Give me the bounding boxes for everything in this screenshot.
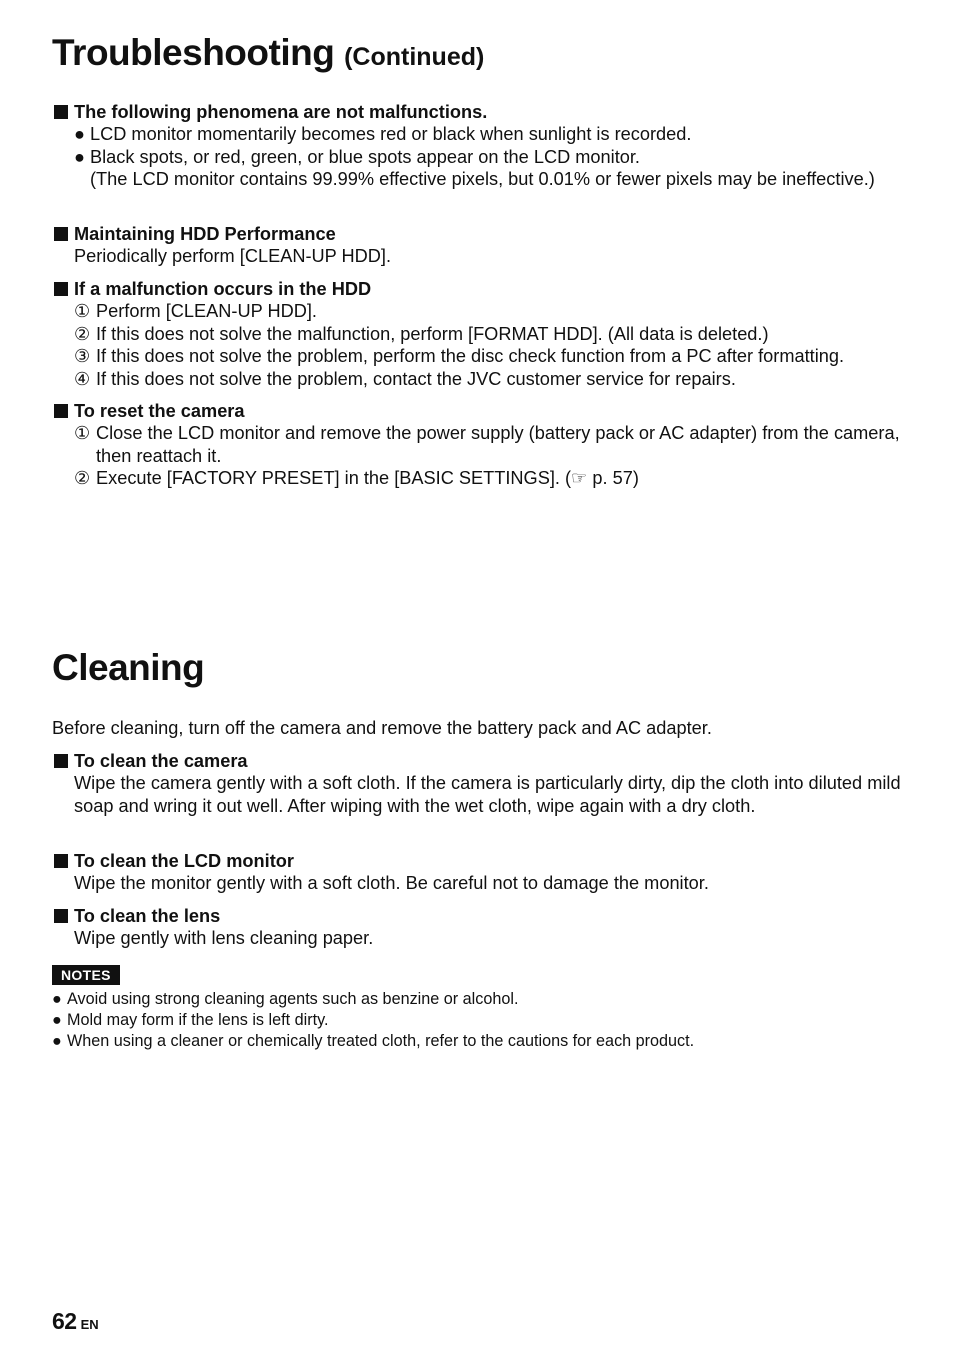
step-item xyxy=(52,323,922,345)
step-text: If this does not solve the malfunction, perform [FORMAT HDD]. (All data is deleted.) xyxy=(96,323,769,344)
heading-text: The following phenomena are not malfunctions. xyxy=(74,102,488,122)
section-clean-lcd xyxy=(52,850,922,895)
page-number: 62 xyxy=(52,1308,77,1334)
heading-text: To clean the camera xyxy=(74,751,248,771)
heading-text: To clean the lens xyxy=(74,906,221,926)
square-bullet-icon xyxy=(54,754,68,768)
step-number: ③ xyxy=(74,346,91,367)
section-not-malfunctions xyxy=(52,101,922,191)
square-bullet-icon xyxy=(54,404,68,418)
bullet-icon: ● xyxy=(52,1032,62,1050)
section-heading xyxy=(52,850,922,872)
section-clean-camera xyxy=(52,750,922,817)
section-body: Wipe gently with lens cleaning paper. xyxy=(74,928,374,949)
step-item xyxy=(52,467,922,489)
square-bullet-icon xyxy=(54,854,68,868)
continued-label: (Continued) xyxy=(344,43,485,71)
bullet-icon: ● xyxy=(52,990,62,1008)
bullet-icon: ● xyxy=(74,124,85,145)
square-bullet-icon xyxy=(54,105,68,119)
note-text: When using a cleaner or chemically treated cloth, refer to the cautions for each product. xyxy=(67,1032,695,1050)
section-body: Wipe the monitor gently with a soft cloth. Be careful not to damage the monitor. xyxy=(74,873,709,894)
step-number: ② xyxy=(74,468,91,489)
page-title-troubleshooting xyxy=(52,30,484,80)
step-number: ① xyxy=(74,423,91,444)
list-item-text: LCD monitor momentarily becomes red or black when sunlight is recorded. xyxy=(90,124,692,145)
section-heading xyxy=(52,278,922,300)
page-footer xyxy=(52,1308,99,1335)
note-text: (The LCD monitor contains 99.99% effective pixels, but 0.01% or fewer pixels may be ineffective.) xyxy=(90,169,875,190)
section-heading xyxy=(52,223,922,245)
section-heading xyxy=(52,400,922,422)
pixel-note xyxy=(52,168,922,190)
step-text: If this does not solve the problem, contact the JVC customer service for repairs. xyxy=(96,368,736,389)
bullet-icon: ● xyxy=(52,1011,62,1029)
note-item xyxy=(52,1031,912,1052)
section-hdd-performance xyxy=(52,223,922,268)
page-title-cleaning: Cleaning xyxy=(52,647,205,688)
square-bullet-icon xyxy=(54,909,68,923)
step-number: ① xyxy=(74,301,91,322)
step-item xyxy=(52,368,922,390)
heading-text: If a malfunction occurs in the HDD xyxy=(74,279,372,299)
list-item xyxy=(52,146,922,168)
section-hdd-malfunction xyxy=(52,278,922,390)
note-text: Mold may form if the lens is left dirty. xyxy=(67,1011,329,1029)
step-item xyxy=(52,345,922,367)
step-number: ② xyxy=(74,323,91,344)
note-item xyxy=(52,989,912,1010)
section-heading xyxy=(52,905,922,927)
list-item xyxy=(52,123,922,145)
step-number: ④ xyxy=(74,368,91,389)
step-text: Execute [FACTORY PRESET] in the [BASIC SETTINGS]. (☞ p. 57) xyxy=(96,468,639,489)
section-heading xyxy=(52,750,922,772)
section-reset-camera xyxy=(52,400,922,490)
troubleshooting-title: Troubleshooting xyxy=(52,32,335,73)
bullet-icon: ● xyxy=(74,146,85,167)
section-heading xyxy=(52,101,922,123)
notes-list xyxy=(52,989,912,1052)
heading-text: Maintaining HDD Performance xyxy=(74,224,336,244)
square-bullet-icon xyxy=(54,227,68,241)
step-text: If this does not solve the problem, perform the disc check function from a PC after formatting. xyxy=(96,346,845,367)
cleaning-intro: Before cleaning, turn off the camera and remove the battery pack and AC adapter. xyxy=(52,718,712,738)
step-text: Close the LCD monitor and remove the power supply (battery pack or AC adapter) from the camera, then reattach it. xyxy=(96,423,900,466)
note-text: Avoid using strong cleaning agents such as benzine or alcohol. xyxy=(67,990,519,1008)
section-body: Wipe the camera gently with a soft cloth. If the camera is particularly dirty, dip the cloth into diluted mild soap and wring it out well. After wiping with the wet cloth, wipe again with a dry cloth. xyxy=(74,773,901,816)
step-item xyxy=(52,422,922,467)
language-code: EN xyxy=(80,1317,99,1332)
heading-text: To clean the LCD monitor xyxy=(74,851,294,871)
section-body: Periodically perform [CLEAN-UP HDD]. xyxy=(74,246,392,267)
section-clean-lens xyxy=(52,905,922,950)
list-item-text: Black spots, or red, green, or blue spots appear on the LCD monitor. xyxy=(90,146,640,167)
step-text: Perform [CLEAN-UP HDD]. xyxy=(96,301,317,322)
note-item xyxy=(52,1010,912,1031)
heading-text: To reset the camera xyxy=(74,401,245,421)
step-item xyxy=(52,300,922,322)
square-bullet-icon xyxy=(54,282,68,296)
notes-badge: NOTES xyxy=(52,965,120,985)
